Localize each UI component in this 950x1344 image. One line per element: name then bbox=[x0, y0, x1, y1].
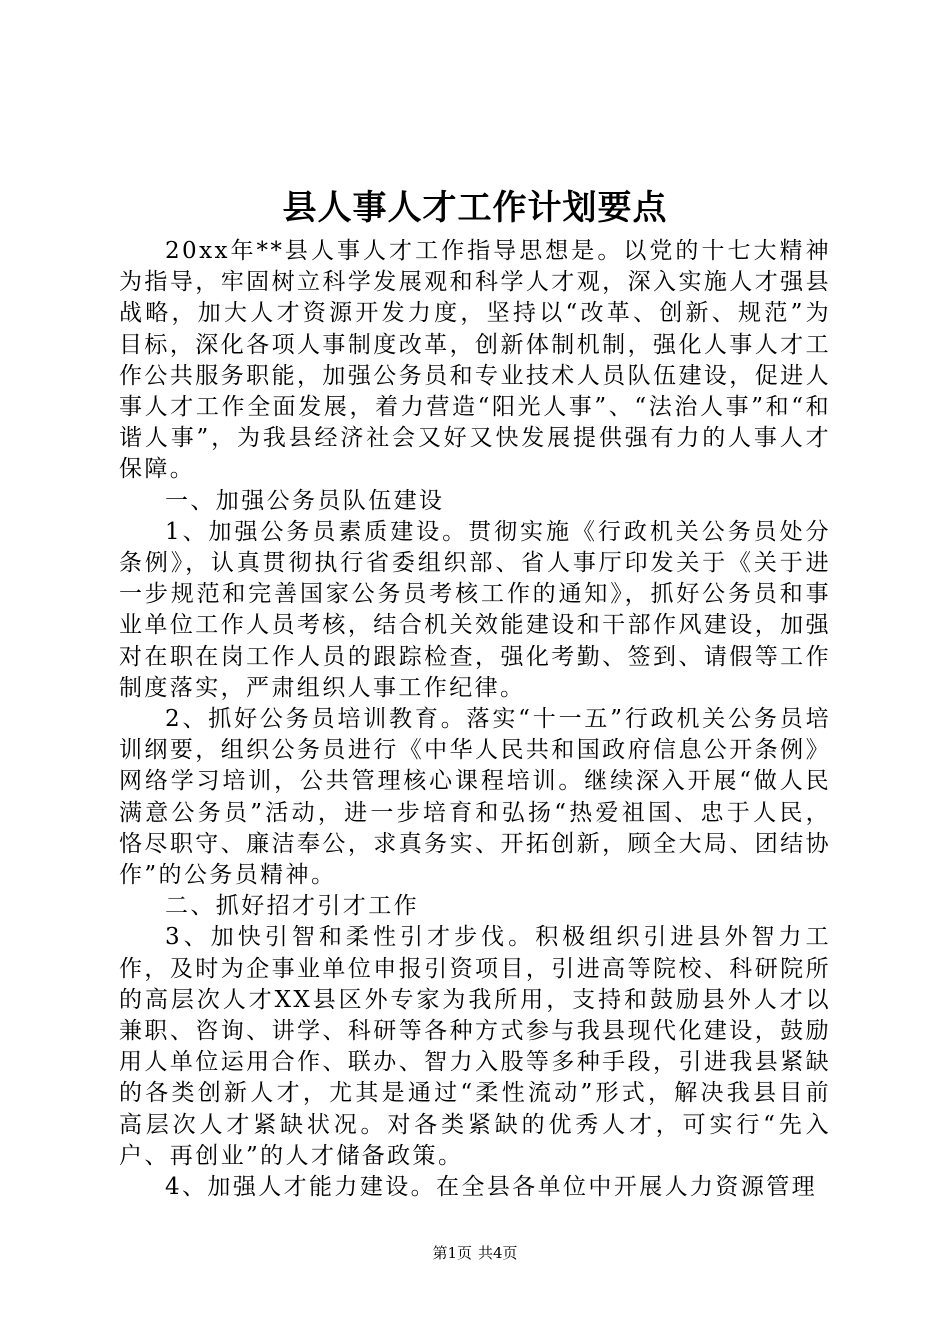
section-heading-2: 二、抓好招才引才工作 bbox=[165, 893, 419, 920]
section-heading-1: 一、加强公务员队伍建设 bbox=[165, 487, 445, 514]
page-total: 共4页 bbox=[478, 1244, 518, 1262]
paragraph-item-1: 1、加强公务员素质建设。贯彻实施《行政机关公务员处分条例》，认真贯彻执行省委组织部、省人事厅印发关于《关于进一步规范和完善国家公务员考核工作的通知》，抓好公务员和事业单位工作人员考核，结合机关效能建设和干部作风建设，加强对在职在岗工作人员的跟踪检查，强化考勤、签到、请假等工作制度落实，严肃组织人事工作纪律。 bbox=[119, 518, 831, 701]
page-footer bbox=[0, 1243, 950, 1263]
document-title: 县人事人才工作计划要点 bbox=[282, 188, 668, 228]
page-number: 第1页 bbox=[432, 1244, 472, 1262]
paragraph-guiding-ideology: 20xx年**县人事人才工作指导思想是。以党的十七大精神为指导，牢固树立科学发展观和科学人才观，深入实施人才强县战略，加大人才资源开发力度，坚持以“改革、创新、规范”为目标，深化各项人事制度改革，创新体制机制，强化人事人才工作公共服务职能，加强公务员和专业技术人员队伍建设，促进人事人才工作全面发展，着力营造“阳光人事”、“法治人事”和“和谐人事”，为我县经济社会又好又快发展提供强有力的人事人才保障。 bbox=[119, 238, 831, 483]
document-body bbox=[119, 236, 831, 1203]
paragraph-item-2: 2、抓好公务员培训教育。落实“十一五”行政机关公务员培训纲要，组织公务员进行《中华人民共和国政府信息公开条例》网络学习培训，公共管理核心课程培训。继续深入开展“做人民满意公务员”活动，进一步培育和弘扬“热爱祖国、忠于人民，恪尽职守、廉洁奉公，求真务实、开拓创新，顾全大局、团结协作”的公务员精神。 bbox=[119, 706, 831, 889]
paragraph-item-4: 4、加强人才能力建设。在全县各单位中开展人力资源管理 bbox=[165, 1174, 818, 1201]
paragraph-item-3: 3、加快引智和柔性引才步伐。积极组织引进县外智力工作，及时为企事业单位申报引资项目，引进高等院校、科研院所的高层次人才XX县区外专家为我所用，支持和鼓励县外人才以兼职、咨询、讲学、科研等各种方式参与我县现代化建设，鼓励用人单位运用合作、联办、智力入股等多种手段，引进我县紧缺的各类创新人才，尤其是通过“柔性流动”形式，解决我县目前高层次人才紧缺状况。对各类紧缺的优秀人才，可实行“先入户、再创业”的人才储备政策。 bbox=[119, 924, 831, 1169]
